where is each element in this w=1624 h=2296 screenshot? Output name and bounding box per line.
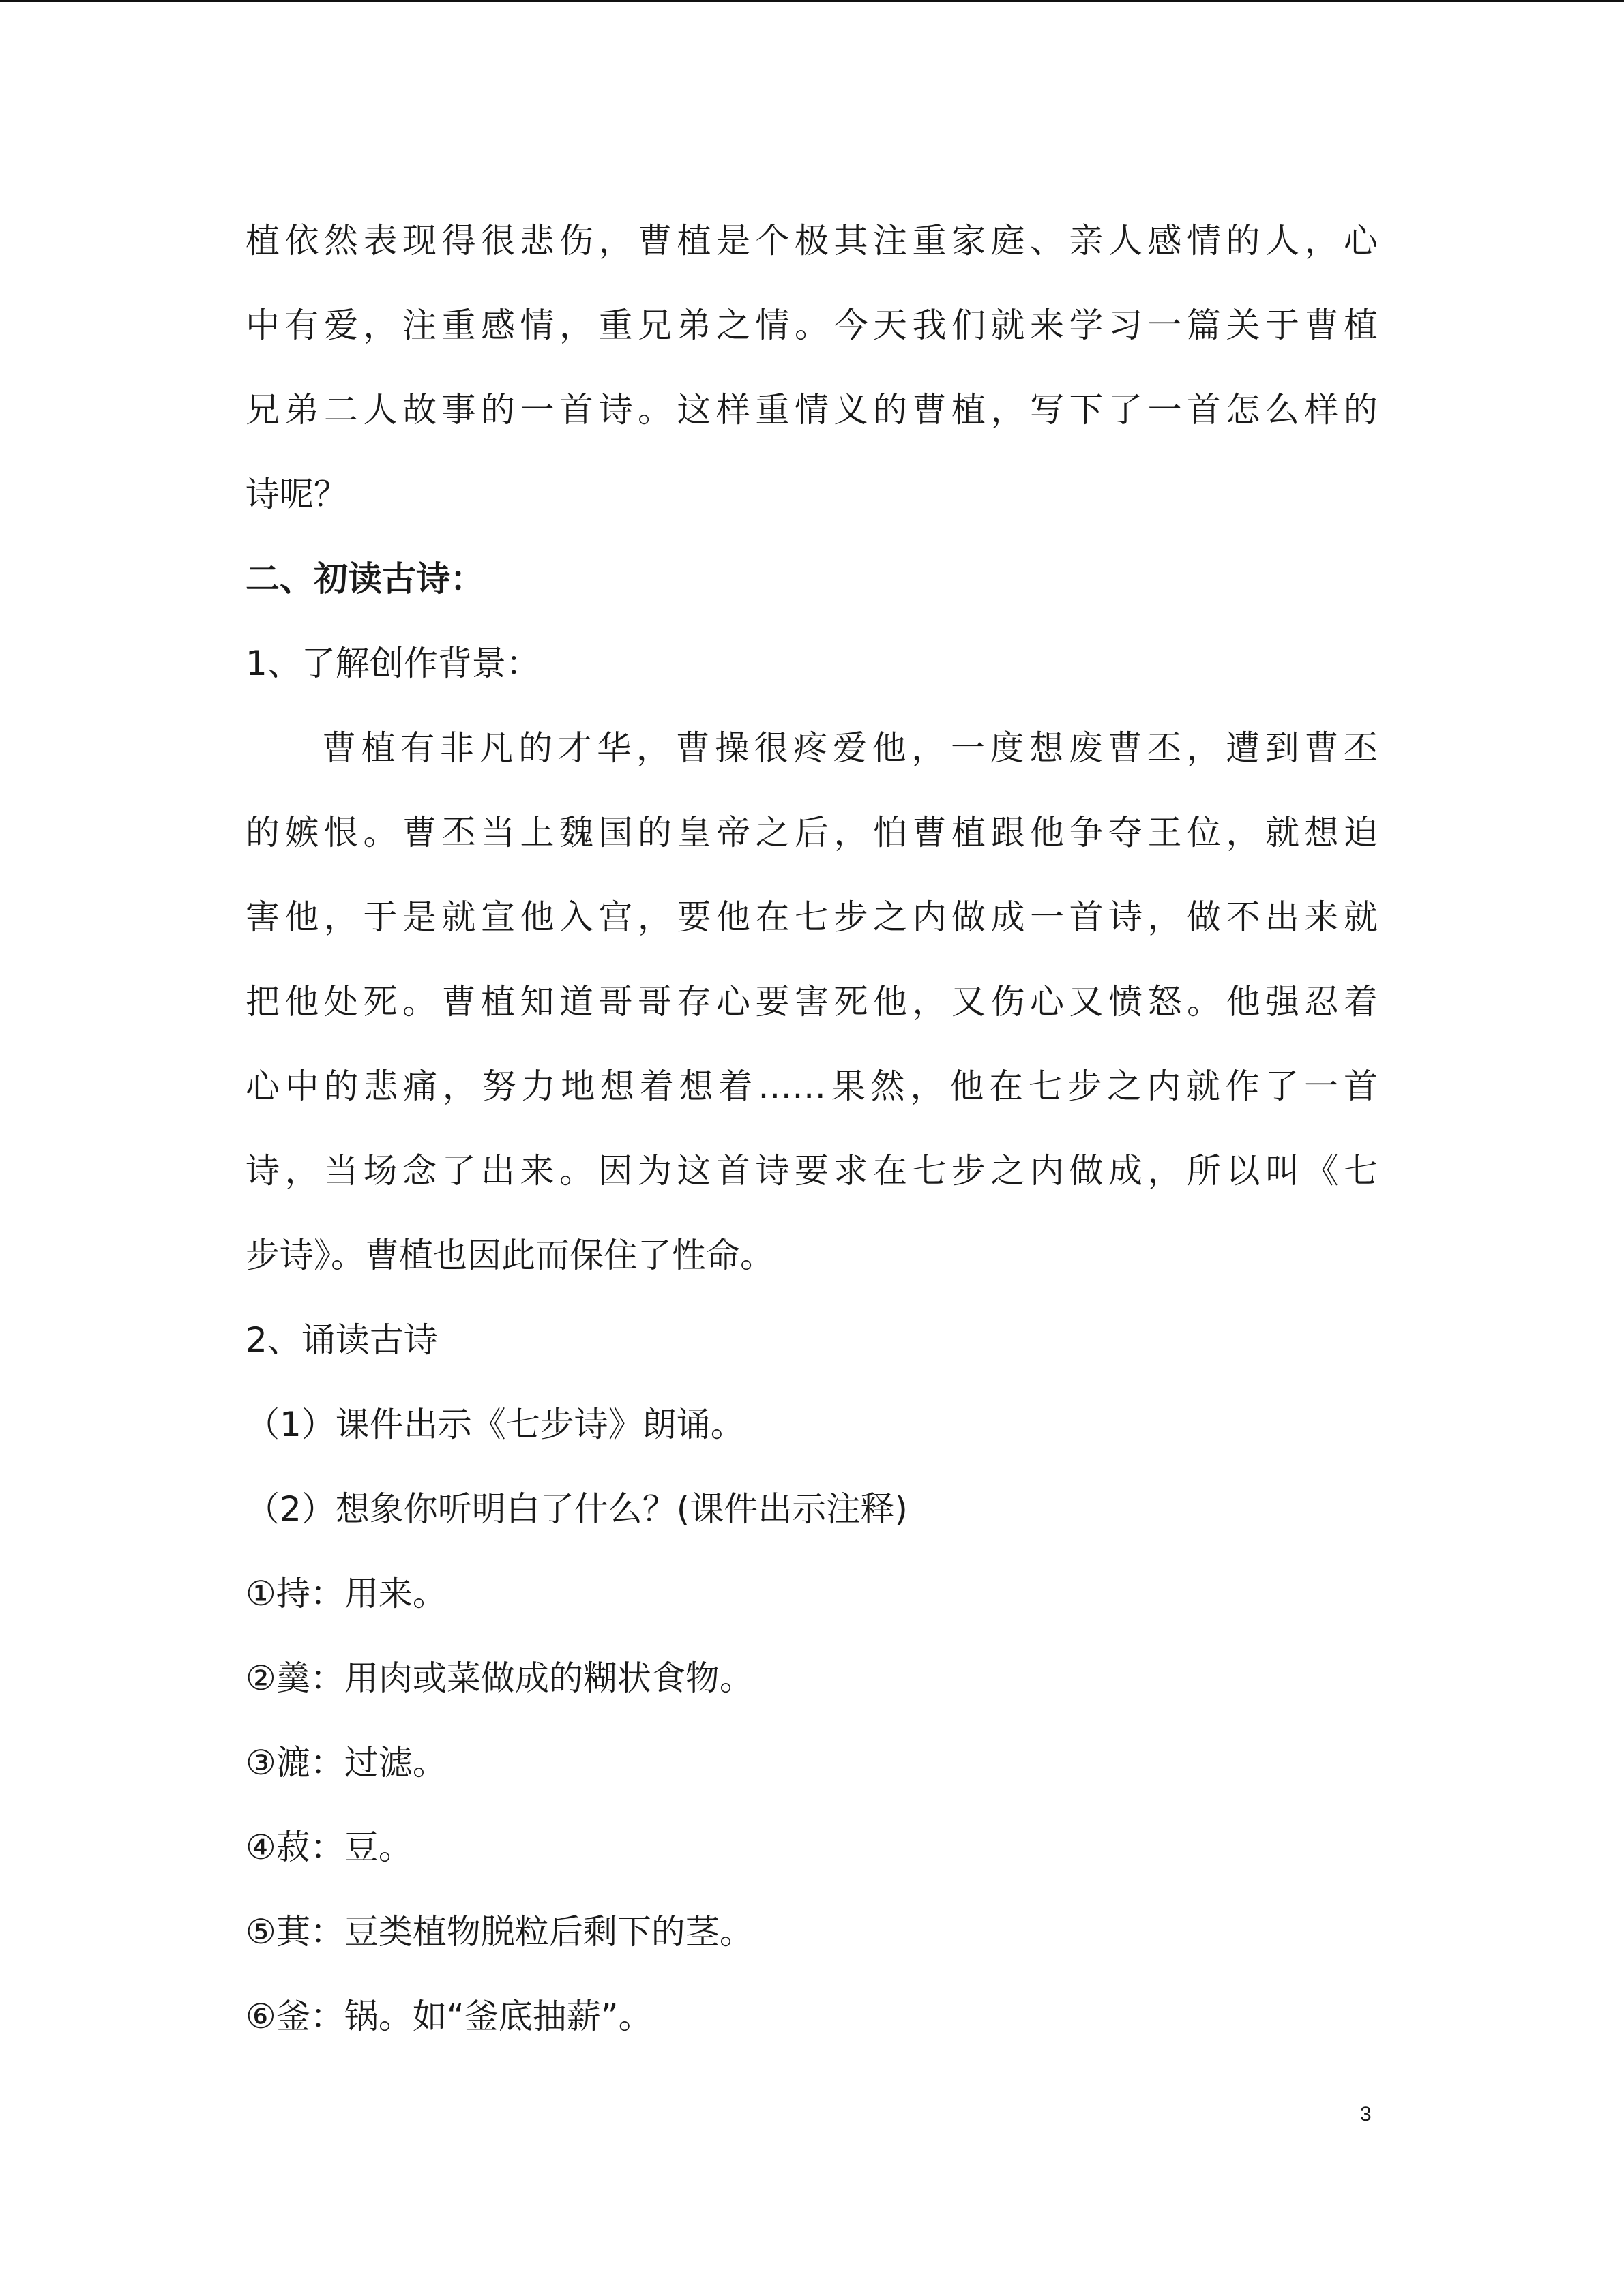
background-paragraph-line: 的嫉恨。曹丕当上魏国的皇帝之后，怕曹植跟他争夺王位，就想迫 xyxy=(246,813,1378,852)
top-border-line xyxy=(0,0,1624,2)
background-paragraph-line: 把他处死。曹植知道哥哥存心要害死他，又伤心又愤怒。他强忍着 xyxy=(246,982,1378,1022)
annotation-item: ④菽：豆。 xyxy=(246,1828,413,1867)
subsection-heading: 1、了解创作背景： xyxy=(246,644,540,683)
background-paragraph-line: 诗，当场念了出来。因为这首诗要求在七步之内做成，所以叫《七 xyxy=(246,1151,1378,1191)
intro-paragraph-line: 中有爱，注重感情，重兄弟之情。今天我们就来学习一篇关于曹植 xyxy=(246,305,1378,345)
page-number: 3 xyxy=(1360,2103,1372,2126)
annotation-item: ①持：用来。 xyxy=(246,1574,447,1613)
step-item: （1）课件出示《七步诗》朗诵。 xyxy=(246,1405,745,1444)
background-paragraph-line: 曹植有非凡的才华，曹操很疼爱他，一度想废曹丕，遭到曹丕 xyxy=(322,728,1378,768)
annotation-item: ⑥釜：锅。如“釜底抽薪”。 xyxy=(246,1997,653,2036)
intro-paragraph-line: 诗呢？ xyxy=(246,475,348,514)
intro-paragraph-line: 兄弟二人故事的一首诗。这样重情义的曹植，写下了一首怎么样的 xyxy=(246,390,1378,430)
step-item: （2）想象你听明白了什么？(课件出示注释) xyxy=(246,1489,908,1529)
section-heading: 二、初读古诗： xyxy=(246,559,484,599)
background-paragraph-line: 害他，于是就宣他入宫，要他在七步之内做成一首诗，做不出来就 xyxy=(246,897,1378,937)
annotation-item: ⑤萁：豆类植物脱粒后剩下的茎。 xyxy=(246,1912,754,1952)
background-paragraph-line: 心中的悲痛，努力地想着想着……果然，他在七步之内就作了一首 xyxy=(246,1067,1378,1106)
background-paragraph-line: 步诗》。曹植也因此而保住了性命。 xyxy=(246,1236,774,1275)
intro-paragraph-line: 植依然表现得很悲伤，曹植是个极其注重家庭、亲人感情的人，心 xyxy=(246,221,1378,260)
subsection-heading: 2、诵读古诗 xyxy=(246,1320,438,1360)
annotation-item: ②羹：用肉或菜做成的糊状食物。 xyxy=(246,1658,754,1698)
annotation-item: ③漉：过滤。 xyxy=(246,1743,447,1783)
